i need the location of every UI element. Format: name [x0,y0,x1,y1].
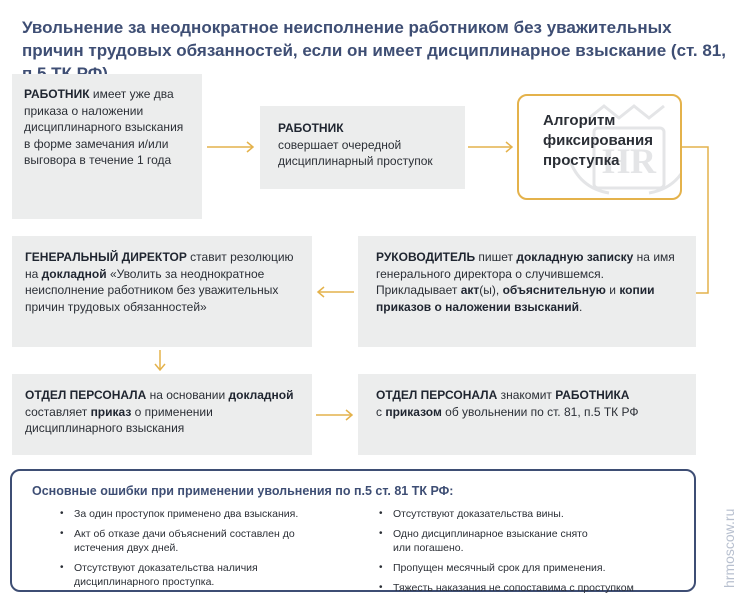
bullet-icon: • [60,508,64,519]
box-text: знакомит [497,388,556,402]
error-text: За один проступок применено два взыскания. [74,508,299,520]
bullet-icon: • [379,508,383,519]
error-item [379,527,608,555]
box-bold: объяснительную [502,283,606,297]
arrow-right-icon [314,408,356,422]
box-bold: акт [460,283,480,297]
box-bold: докладную записку [516,250,634,264]
error-item [379,561,669,575]
error-item [60,527,310,555]
box-text: и [605,283,620,297]
watermark-text: hrmoscow.ru [721,508,737,588]
algorithm-box [517,94,682,200]
box-text: о применении дисциплинарного взыскания [25,404,213,435]
box-bold: копии приказов о наложении взысканий [376,283,655,314]
box-text: . [579,299,583,314]
bullet-icon: • [379,582,383,593]
box-text: ставит резолюцию на [25,250,294,281]
errors-panel [10,469,696,592]
arrow-left-icon [314,285,356,299]
errors-left-list [60,507,310,595]
logo-text: HR [602,141,656,181]
box-bold: РАБОТНИК [24,87,90,101]
box-text: об увольнении по ст. 81, п.5 ТК РФ [441,404,639,419]
box-bold: РАБОТНИК [278,121,344,135]
step-box-director-resolution [12,236,312,347]
error-item [60,507,310,521]
error-text: Акт об отказе дачи объяснений составлен до истечения двух дней. [74,528,295,554]
box-text: (ы), [479,283,503,297]
errors-title: Основные ошибки при применении увольнения по п.5 ст. 81 ТК РФ: [32,484,454,498]
box-bold: РАБОТНИКА [555,388,630,402]
box-text: совершает очередной дисциплинарный проступок [278,137,433,168]
bullet-icon: • [379,562,383,573]
box-bold: ОТДЕЛ ПЕРСОНАЛА [25,388,147,402]
step-box-new-offense [260,106,465,189]
box-bold: докладной [228,388,294,402]
box-text: имеет уже два приказа о наложении дисциплинарного взыскания в форме замечания и/или выговора в течение 1 года [24,87,184,167]
box-text: пишет [475,250,517,264]
box-bold: РУКОВОДИТЕЛЬ [376,250,476,264]
error-text: Пропущен месячный срок для применения. [393,562,606,574]
error-text: Отсутствуют доказательства наличия дисциплинарного проступка. [74,562,258,588]
step-box-manager-report [358,236,696,347]
errors-right-list [379,507,669,601]
box-bold: приказом [385,404,442,419]
box-text: составляет [25,404,91,419]
error-text: Отсутствуют доказательства вины. [393,508,564,520]
box-bold: приказ [90,404,132,419]
step-box-hr-order [12,374,312,455]
box-text: на имя генерального директора о случившемся. Прикладывает [376,250,675,297]
arrow-right-icon [466,140,516,154]
error-item [379,507,669,521]
box-bold: ОТДЕЛ ПЕРСОНАЛА [376,388,498,402]
error-item [379,581,669,595]
site-watermark [720,478,740,590]
box-text: «Уволить за неоднократное неисполнение работником без уважительных причин трудовых обязанностей» [25,266,279,314]
box-text: на основании [146,388,229,402]
error-item [60,561,310,589]
error-text: Одно дисциплинарное взыскание снято или погашено. [393,528,588,554]
page-title: Увольнение за неоднократное неисполнение работником без уважительных причин трудовых обязанностей, если он имеет дисциплинарное взыскание (ст. 81, [22,18,726,60]
algorithm-label: Алгоритм фиксирования проступка [543,112,653,169]
box-bold: докладной [41,266,107,281]
bullet-icon: • [60,528,64,539]
bullet-icon: • [379,528,383,539]
step-box-hr-notify [358,374,696,455]
box-text: с [376,404,386,419]
bullet-icon: • [60,562,64,573]
arrow-right-icon [205,140,257,154]
box-bold: ГЕНЕРАЛЬНЫЙ ДИРЕКТОР [25,250,187,264]
step-box-employee-history [12,74,202,219]
arrow-down-icon [153,348,167,374]
error-text: Тяжесть наказания не сопоставима с проступком [393,582,634,594]
